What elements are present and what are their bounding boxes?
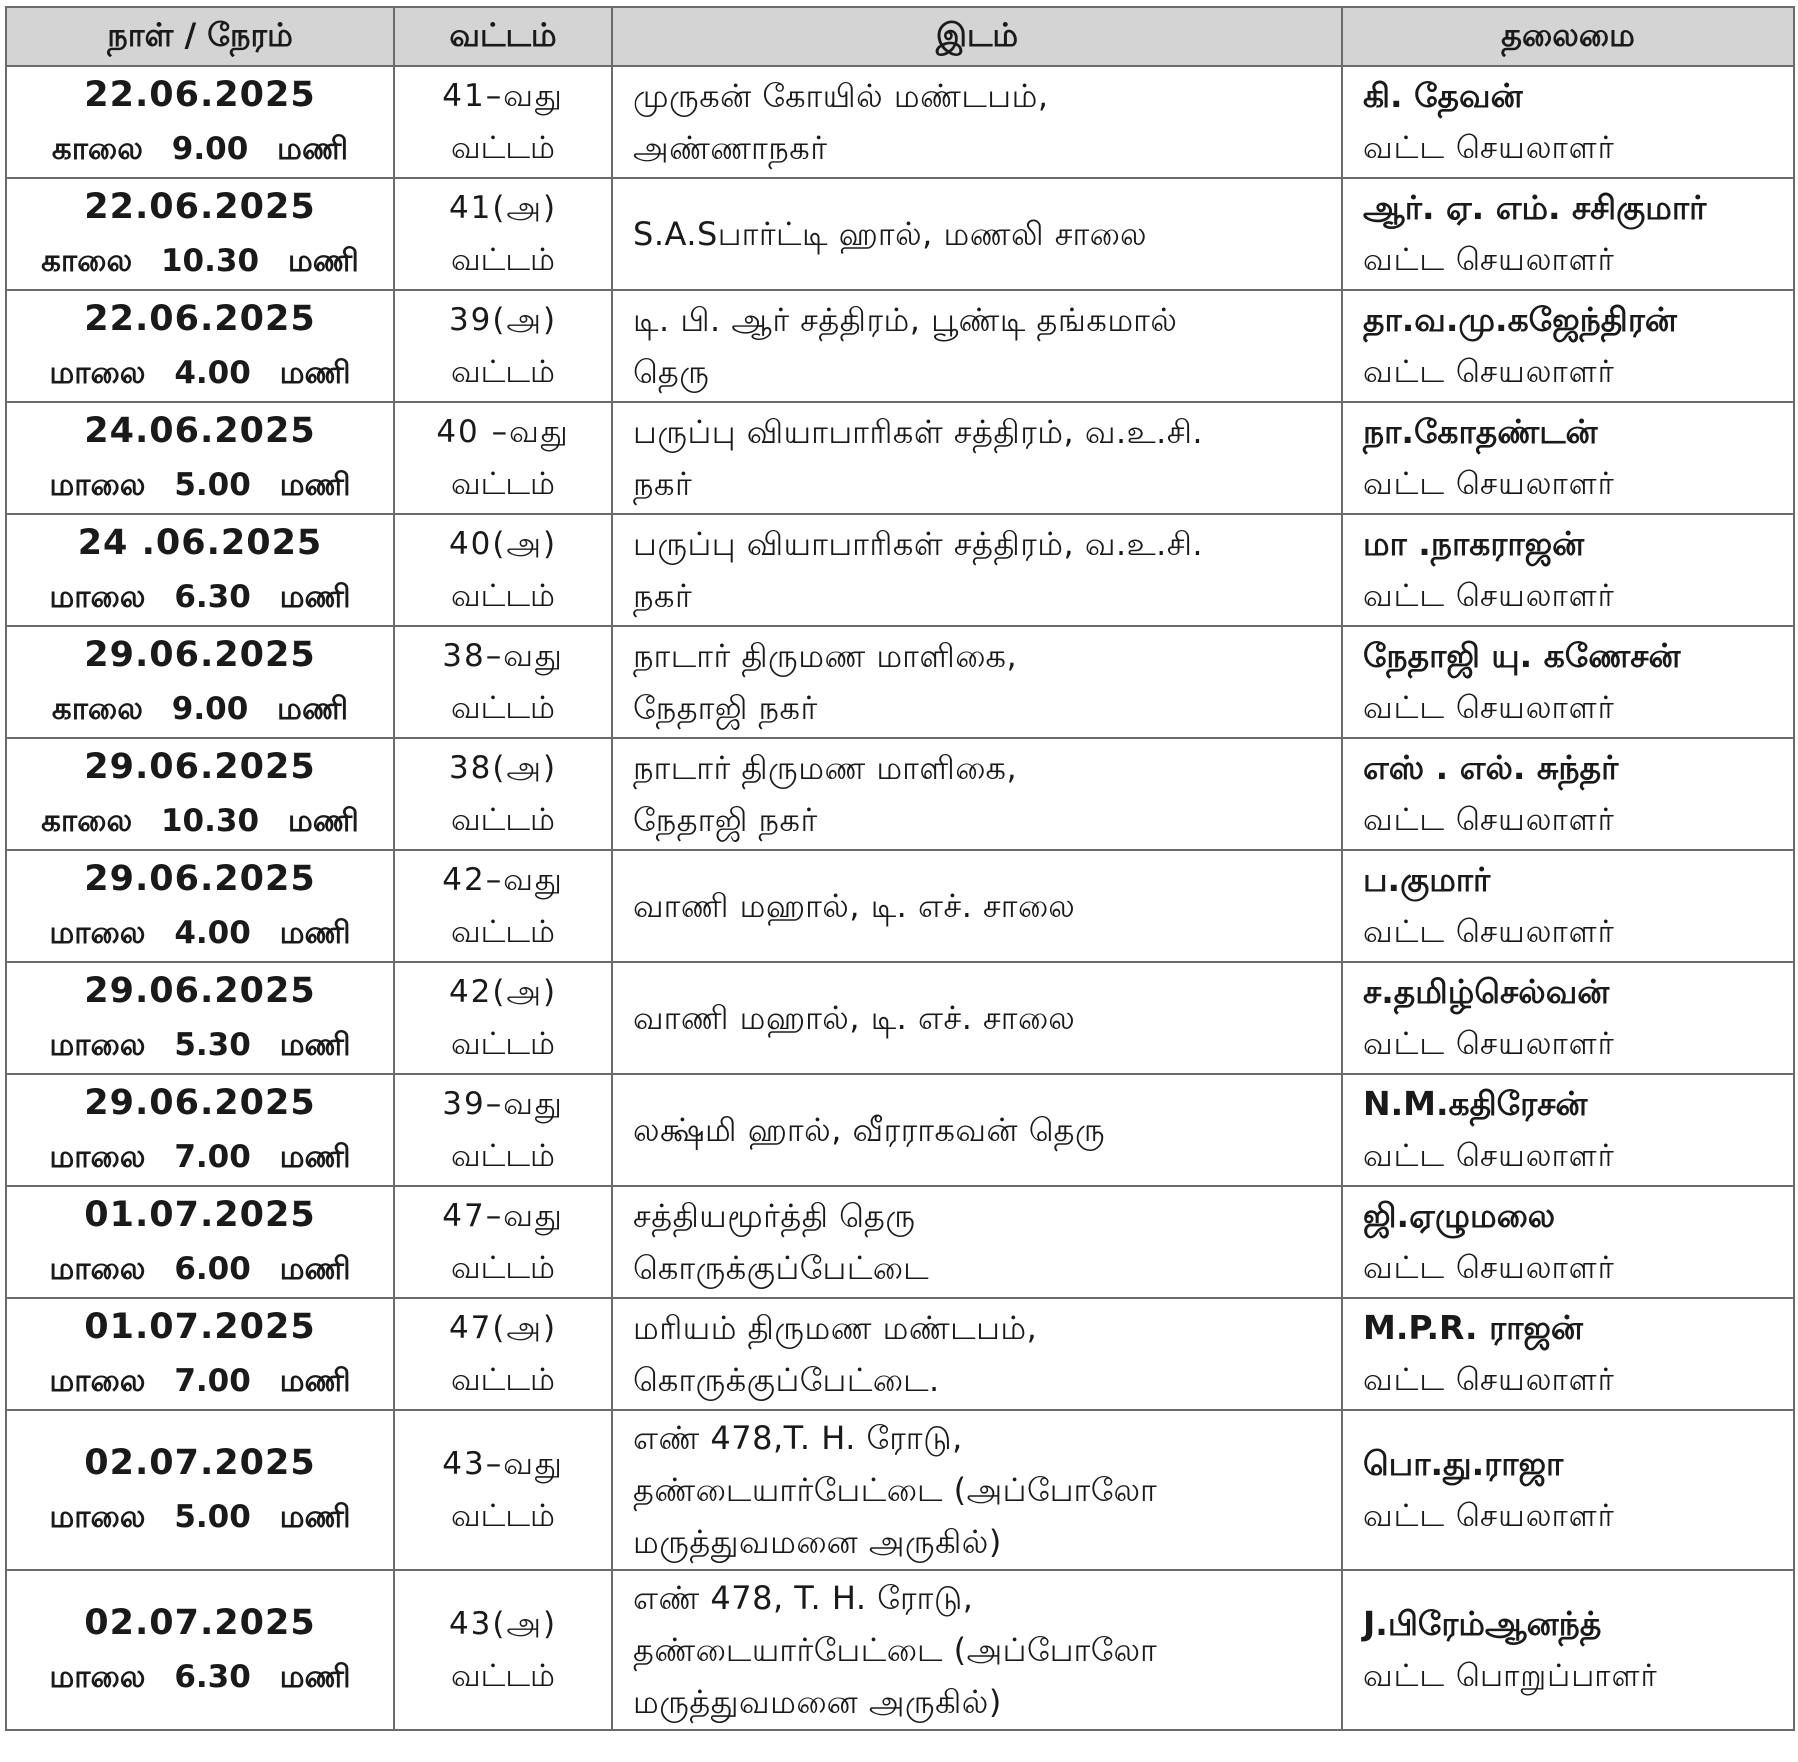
datetime-cell [6,290,394,402]
table-row [6,1186,1794,1298]
leader-role: வட்ட செயலாளர் [1363,466,1615,502]
ward-number: 42–வது [442,862,564,898]
ward-number: 41–வது [442,78,564,114]
header-leader: தலைமை [1342,7,1794,66]
ward-cell [394,1570,612,1730]
meeting-time: மாலை 4.00 மணி [49,355,351,391]
place-line: மருத்துவமனை அருகில்) [633,1523,1002,1561]
place-cell [612,1074,1342,1186]
meeting-date: 24 .06.2025 [77,523,323,563]
leader-name: N.M.கதிரேசன் [1363,1084,1588,1123]
place-line: எண் 478,T. H. ரோடு, [633,1419,963,1457]
ward-label: வட்டம் [451,1362,555,1398]
place-line: மருத்துவமனை அருகில்) [633,1683,1002,1721]
ward-cell [394,850,612,962]
leader-cell [1342,1298,1794,1410]
leader-cell [1342,402,1794,514]
place-cell [612,290,1342,402]
place-cell [612,1298,1342,1410]
table-row [6,1074,1794,1186]
place-cell [612,1570,1342,1730]
leader-cell [1342,626,1794,738]
meeting-time: மாலை 5.00 மணி [49,467,351,503]
leader-cell [1342,514,1794,626]
place-line: நகர் [633,577,693,615]
ward-cell [394,290,612,402]
leader-role: வட்ட செயலாளர் [1363,354,1615,390]
ward-cell [394,66,612,178]
ward-label: வட்டம் [451,354,555,390]
datetime-cell [6,1074,394,1186]
table-row [6,1570,1794,1730]
ward-number: 47–வது [442,1198,564,1234]
leader-role: வட்ட செயலாளர் [1363,242,1615,278]
leader-role: வட்ட செயலாளர் [1363,802,1615,838]
place-cell [612,1186,1342,1298]
place-line: கொருக்குப்பேட்டை. [633,1361,940,1399]
leader-role: வட்ட செயலாளர் [1363,578,1615,614]
ward-label: வட்டம் [451,1658,555,1694]
place-line: டி. பி. ஆர் சத்திரம், பூண்டி தங்கமால் [633,301,1178,339]
leader-cell [1342,962,1794,1074]
leader-name: M.P.R. ராஜன் [1363,1308,1583,1347]
place-cell [612,738,1342,850]
meeting-date: 22.06.2025 [84,187,316,227]
place-line: தெரு [633,353,710,391]
ward-number: 39–வது [442,1086,564,1122]
leader-cell [1342,66,1794,178]
meeting-time: மாலை 7.00 மணி [49,1139,351,1175]
meeting-date: 22.06.2025 [84,75,316,115]
meeting-time: மாலை 6.00 மணி [49,1251,351,1287]
header-datetime: நாள் / நேரம் [6,7,394,66]
table-row [6,290,1794,402]
ward-number: 39(அ) [448,302,558,338]
leader-name: எஸ் . எல். சுந்தர் [1363,748,1619,787]
header-row [6,7,1794,66]
table-row [6,1410,1794,1570]
meeting-time: மாலை 4.00 மணி [49,915,351,951]
leader-name: நேதாஜி யு. கணேசன் [1363,636,1681,675]
meeting-date: 29.06.2025 [84,859,316,899]
leader-role: வட்ட செயலாளர் [1363,1026,1615,1062]
meeting-date: 02.07.2025 [84,1443,316,1483]
ward-number: 40(அ) [448,526,558,562]
ward-label: வட்டம் [451,466,555,502]
schedule-table [5,6,1795,1731]
ward-label: வட்டம் [451,802,555,838]
place-line: நேதாஜி நகர் [633,689,818,727]
place-cell [612,962,1342,1074]
meeting-time: மாலை 6.30 மணி [49,579,351,615]
leader-name: கி. தேவன் [1363,76,1523,115]
place-line: சத்தியமூர்த்தி தெரு [633,1197,916,1235]
ward-cell [394,402,612,514]
table-row [6,402,1794,514]
ward-label: வட்டம் [451,578,555,614]
table-row [6,178,1794,290]
meeting-date: 24.06.2025 [84,411,316,451]
leader-cell [1342,178,1794,290]
place-line: மரியம் திருமண மண்டபம், [633,1309,1038,1347]
place-cell [612,514,1342,626]
ward-cell [394,738,612,850]
datetime-cell [6,1186,394,1298]
datetime-cell [6,1410,394,1570]
meeting-time: மாலை 5.30 மணி [49,1027,351,1063]
ward-cell [394,514,612,626]
table-row [6,738,1794,850]
leader-name: ச.தமிழ்செல்வன் [1363,972,1610,1011]
ward-label: வட்டம் [451,130,555,166]
header-place: இடம் [612,7,1342,66]
datetime-cell [6,514,394,626]
datetime-cell [6,66,394,178]
datetime-cell [6,1298,394,1410]
place-cell [612,850,1342,962]
leader-cell [1342,1570,1794,1730]
ward-cell [394,1298,612,1410]
ward-number: 47(அ) [448,1310,558,1346]
leader-cell [1342,290,1794,402]
leader-name: ப.குமார் [1363,860,1491,899]
meeting-date: 29.06.2025 [84,971,316,1011]
meeting-time: காலை 10.30 மணி [41,243,359,279]
meeting-time: காலை 9.00 மணி [51,131,349,167]
place-line: நேதாஜி நகர் [633,801,818,839]
place-line: நாடார் திருமண மாளிகை, [633,637,1018,675]
place-line: எண் 478, T. H. ரோடு, [633,1579,974,1617]
ward-label: வட்டம் [451,242,555,278]
leader-role: வட்ட செயலாளர் [1363,1498,1615,1534]
header-ward: வட்டம் [394,7,612,66]
place-line: தண்டையார்பேட்டை (அப்போலோ [633,1631,1158,1669]
leader-name: பொ.து.ராஜா [1363,1444,1564,1483]
ward-cell [394,178,612,290]
datetime-cell [6,178,394,290]
ward-cell [394,962,612,1074]
place-cell [612,178,1342,290]
ward-label: வட்டம் [451,1250,555,1286]
meeting-date: 02.07.2025 [84,1603,316,1643]
meeting-date: 29.06.2025 [84,747,316,787]
datetime-cell [6,626,394,738]
datetime-cell [6,850,394,962]
leader-role: வட்ட செயலாளர் [1363,690,1615,726]
datetime-cell [6,402,394,514]
meeting-date: 01.07.2025 [84,1307,316,1347]
ward-label: வட்டம் [451,690,555,726]
place-line: அண்ணாநகர் [633,129,828,167]
leader-name: நா.கோதண்டன் [1363,412,1598,451]
leader-cell [1342,1410,1794,1570]
place-line: பருப்பு வியாபாரிகள் சத்திரம், வ.உ.சி. [633,525,1204,563]
place-cell [612,66,1342,178]
datetime-cell [6,962,394,1074]
place-cell [612,626,1342,738]
leader-cell [1342,1074,1794,1186]
ward-cell [394,1074,612,1186]
place-cell [612,1410,1342,1570]
leader-name: J.பிரேம்ஆனந்த் [1363,1604,1602,1643]
meeting-time: மாலை 6.30 மணி [49,1659,351,1695]
place-line: வாணி மஹால், டி. எச். சாலை [633,999,1076,1037]
table-row [6,514,1794,626]
leader-role: வட்ட செயலாளர் [1363,130,1615,166]
leader-role: வட்ட செயலாளர் [1363,1138,1615,1174]
place-line: வாணி மஹால், டி. எச். சாலை [633,887,1076,925]
leader-name: ஆர். ஏ. எம். சசிகுமார் [1363,188,1707,227]
leader-role: வட்ட செயலாளர் [1363,1362,1615,1398]
leader-cell [1342,738,1794,850]
leader-cell [1342,1186,1794,1298]
meeting-time: காலை 9.00 மணி [51,691,349,727]
ward-number: 43–வது [442,1446,564,1482]
place-line: பருப்பு வியாபாரிகள் சத்திரம், வ.உ.சி. [633,413,1204,451]
ward-number: 42(அ) [448,974,558,1010]
leader-cell [1342,850,1794,962]
place-line: நாடார் திருமண மாளிகை, [633,749,1018,787]
ward-label: வட்டம் [451,1138,555,1174]
leader-name: ஜி.ஏழுமலை [1363,1196,1556,1235]
leader-name: தா.வ.மு.கஜேந்திரன் [1363,300,1677,339]
leader-role: வட்ட செயலாளர் [1363,1250,1615,1286]
table-row [6,962,1794,1074]
ward-cell [394,1410,612,1570]
place-line: முருகன் கோயில் மண்டபம், [633,77,1049,115]
place-line: நகர் [633,465,693,503]
ward-cell [394,626,612,738]
table-row [6,1298,1794,1410]
schedule-rows [6,66,1794,1730]
table-row [6,850,1794,962]
table-row [6,66,1794,178]
meeting-date: 29.06.2025 [84,1083,316,1123]
datetime-cell [6,1570,394,1730]
place-line: தண்டையார்பேட்டை (அப்போலோ [633,1471,1158,1509]
leader-role: வட்ட செயலாளர் [1363,914,1615,950]
leader-role: வட்ட பொறுப்பாளர் [1363,1658,1658,1694]
place-line: லக்ஷ்மி ஹால், வீரராகவன் தெரு [633,1111,1106,1149]
ward-number: 38–வது [442,638,564,674]
leader-name: மா .நாகராஜன் [1363,524,1585,563]
meeting-date: 22.06.2025 [84,299,316,339]
place-line: கொருக்குப்பேட்டை [633,1249,930,1287]
meeting-time: மாலை 7.00 மணி [49,1363,351,1399]
place-line: S.A.Sபார்ட்டி ஹால், மணலி சாலை [633,215,1148,253]
place-cell [612,402,1342,514]
ward-number: 40 –வது [436,414,570,450]
meeting-time: காலை 10.30 மணி [41,803,359,839]
ward-label: வட்டம் [451,1498,555,1534]
ward-number: 41(அ) [448,190,558,226]
meeting-date: 01.07.2025 [84,1195,316,1235]
ward-label: வட்டம் [451,914,555,950]
meeting-schedule [5,6,1793,1731]
meeting-date: 29.06.2025 [84,635,316,675]
table-row [6,626,1794,738]
ward-label: வட்டம் [451,1026,555,1062]
ward-number: 38(அ) [448,750,558,786]
datetime-cell [6,738,394,850]
ward-cell [394,1186,612,1298]
meeting-time: மாலை 5.00 மணி [49,1499,351,1535]
ward-number: 43(அ) [448,1606,558,1642]
